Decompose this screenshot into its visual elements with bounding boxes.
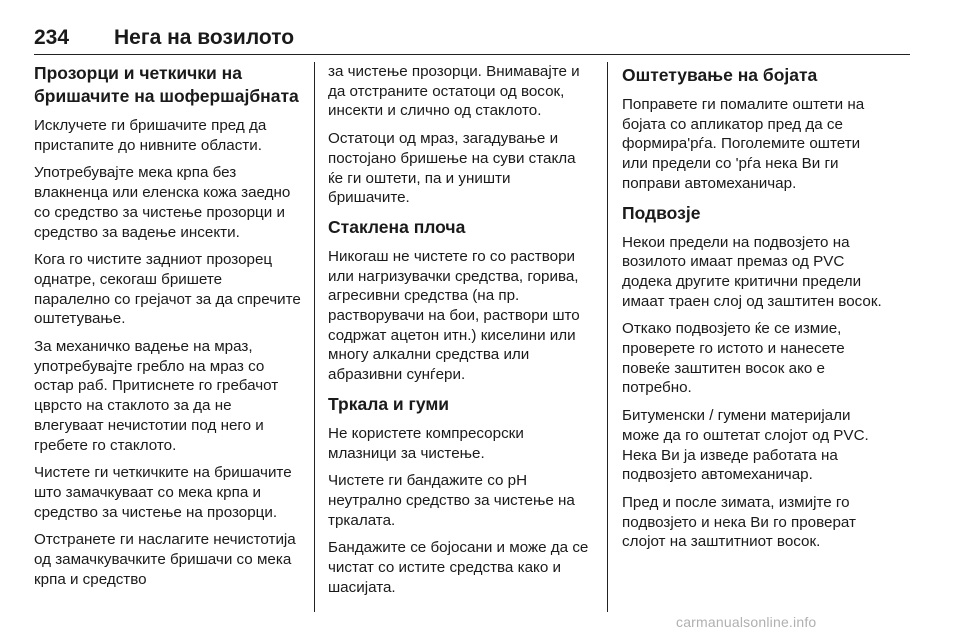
paragraph: Остатоци од мраз, загадување и постојано бришење на суви стакла ќе ги оштети, па и уништи бришачите. [328,130,576,207]
column-1 [34,62,302,597]
paragraph: Никогаш не чистете го со раствори или нагризувачки средства, горива, агресивни средства (на пр. растворувачи на бои, раствори што содржат ацетон итн.) киселини или многу алкални средства или абразивни сунѓери. [328,247,580,384]
section-heading-paint-damage: Оштетување на бојата [622,65,818,85]
paragraph: Откако подвозјето ќе се измие, проверете го истото и нанесете повеќе заштитен восок ако е потребно. [622,320,845,397]
page-title: Нега на возилото [114,26,295,49]
section-heading-glass-panel: Стаклена плоча [328,216,466,237]
paragraph: Отстранете ги наслагите нечистотија од замачкувачките бришачи со мека крпа и средство [34,531,296,588]
paragraph: Поправете ги помалите оштети на бојата со апликатор пред да се формира'рѓа. Поголемите оштети или предели со 'рѓа нека Ви ги поправи автомеханичар. [622,96,865,192]
paragraph: Кога го чистите задниот прозорец однатре, секогаш бришете паралелно со грејачот за да спречите оштетување. [34,251,301,328]
paragraph: Чистете ги четкичките на бришачите што замачкуваат со мека крпа и средство за чистење на прозорци. [34,464,292,521]
paragraph: Исклучете ги бришачите пред да пристапите до нивните области. [34,117,267,154]
column-2 [328,62,594,605]
paragraph: Пред и после зимата, измијте го подвозјето и нека Ви го проверат слојот на заштитниот восок. [622,493,856,551]
paragraph: За механичко вадење на мраз, употребувајте гребло на мраз со остар раб. Притиснете го гребачот цврсто на стаклото за да не влегуваат нечистотии под него и гребете го стаклото. [34,338,279,454]
paragraph: Чистете ги бандажите со pH неутрално средство за чистење на тркалата. [328,472,575,529]
column-divider-1 [314,62,315,612]
header-divider [34,54,910,55]
paragraph: Не користете компресорски млазници за чистење. [328,424,524,462]
section-heading-wheels-tyres: Тркала и гуми [328,393,450,414]
watermark-text: carmanualsonline.info [676,614,817,630]
column-divider-2 [607,62,608,612]
paragraph: Некои предели на подвозјето на возилото имаат премаз од PVC додека другите критични предели имаат траен слој од заштитен восок. [622,233,882,310]
paragraph: Бандажите се бојосани и може да се чистат со истите средства како и шасијата. [328,539,589,596]
paragraph: Употребувајте мека крпа без влакненца или еленска кожа заедно со средство за чистење прозорци и средство за вадење инсекти. [34,164,291,241]
column-3 [622,62,890,560]
paragraph: за чистење прозорци. Внимавајте и да отстраните остатоци од восок, инсекти и слично од стаклото. [328,63,580,120]
page-number: 234 [34,26,70,49]
section-heading-underbody: Подвозје [622,202,701,223]
section-heading-windows-wipers: Прозорци и четкички на бришачите на шофершајбната [34,63,299,106]
page-header [34,26,910,52]
paragraph: Битуменски / гумени материјали може да го оштетат слојот од PVC. Нека Ви ја изведе работата на подвозјето автомеханичар. [622,407,869,484]
